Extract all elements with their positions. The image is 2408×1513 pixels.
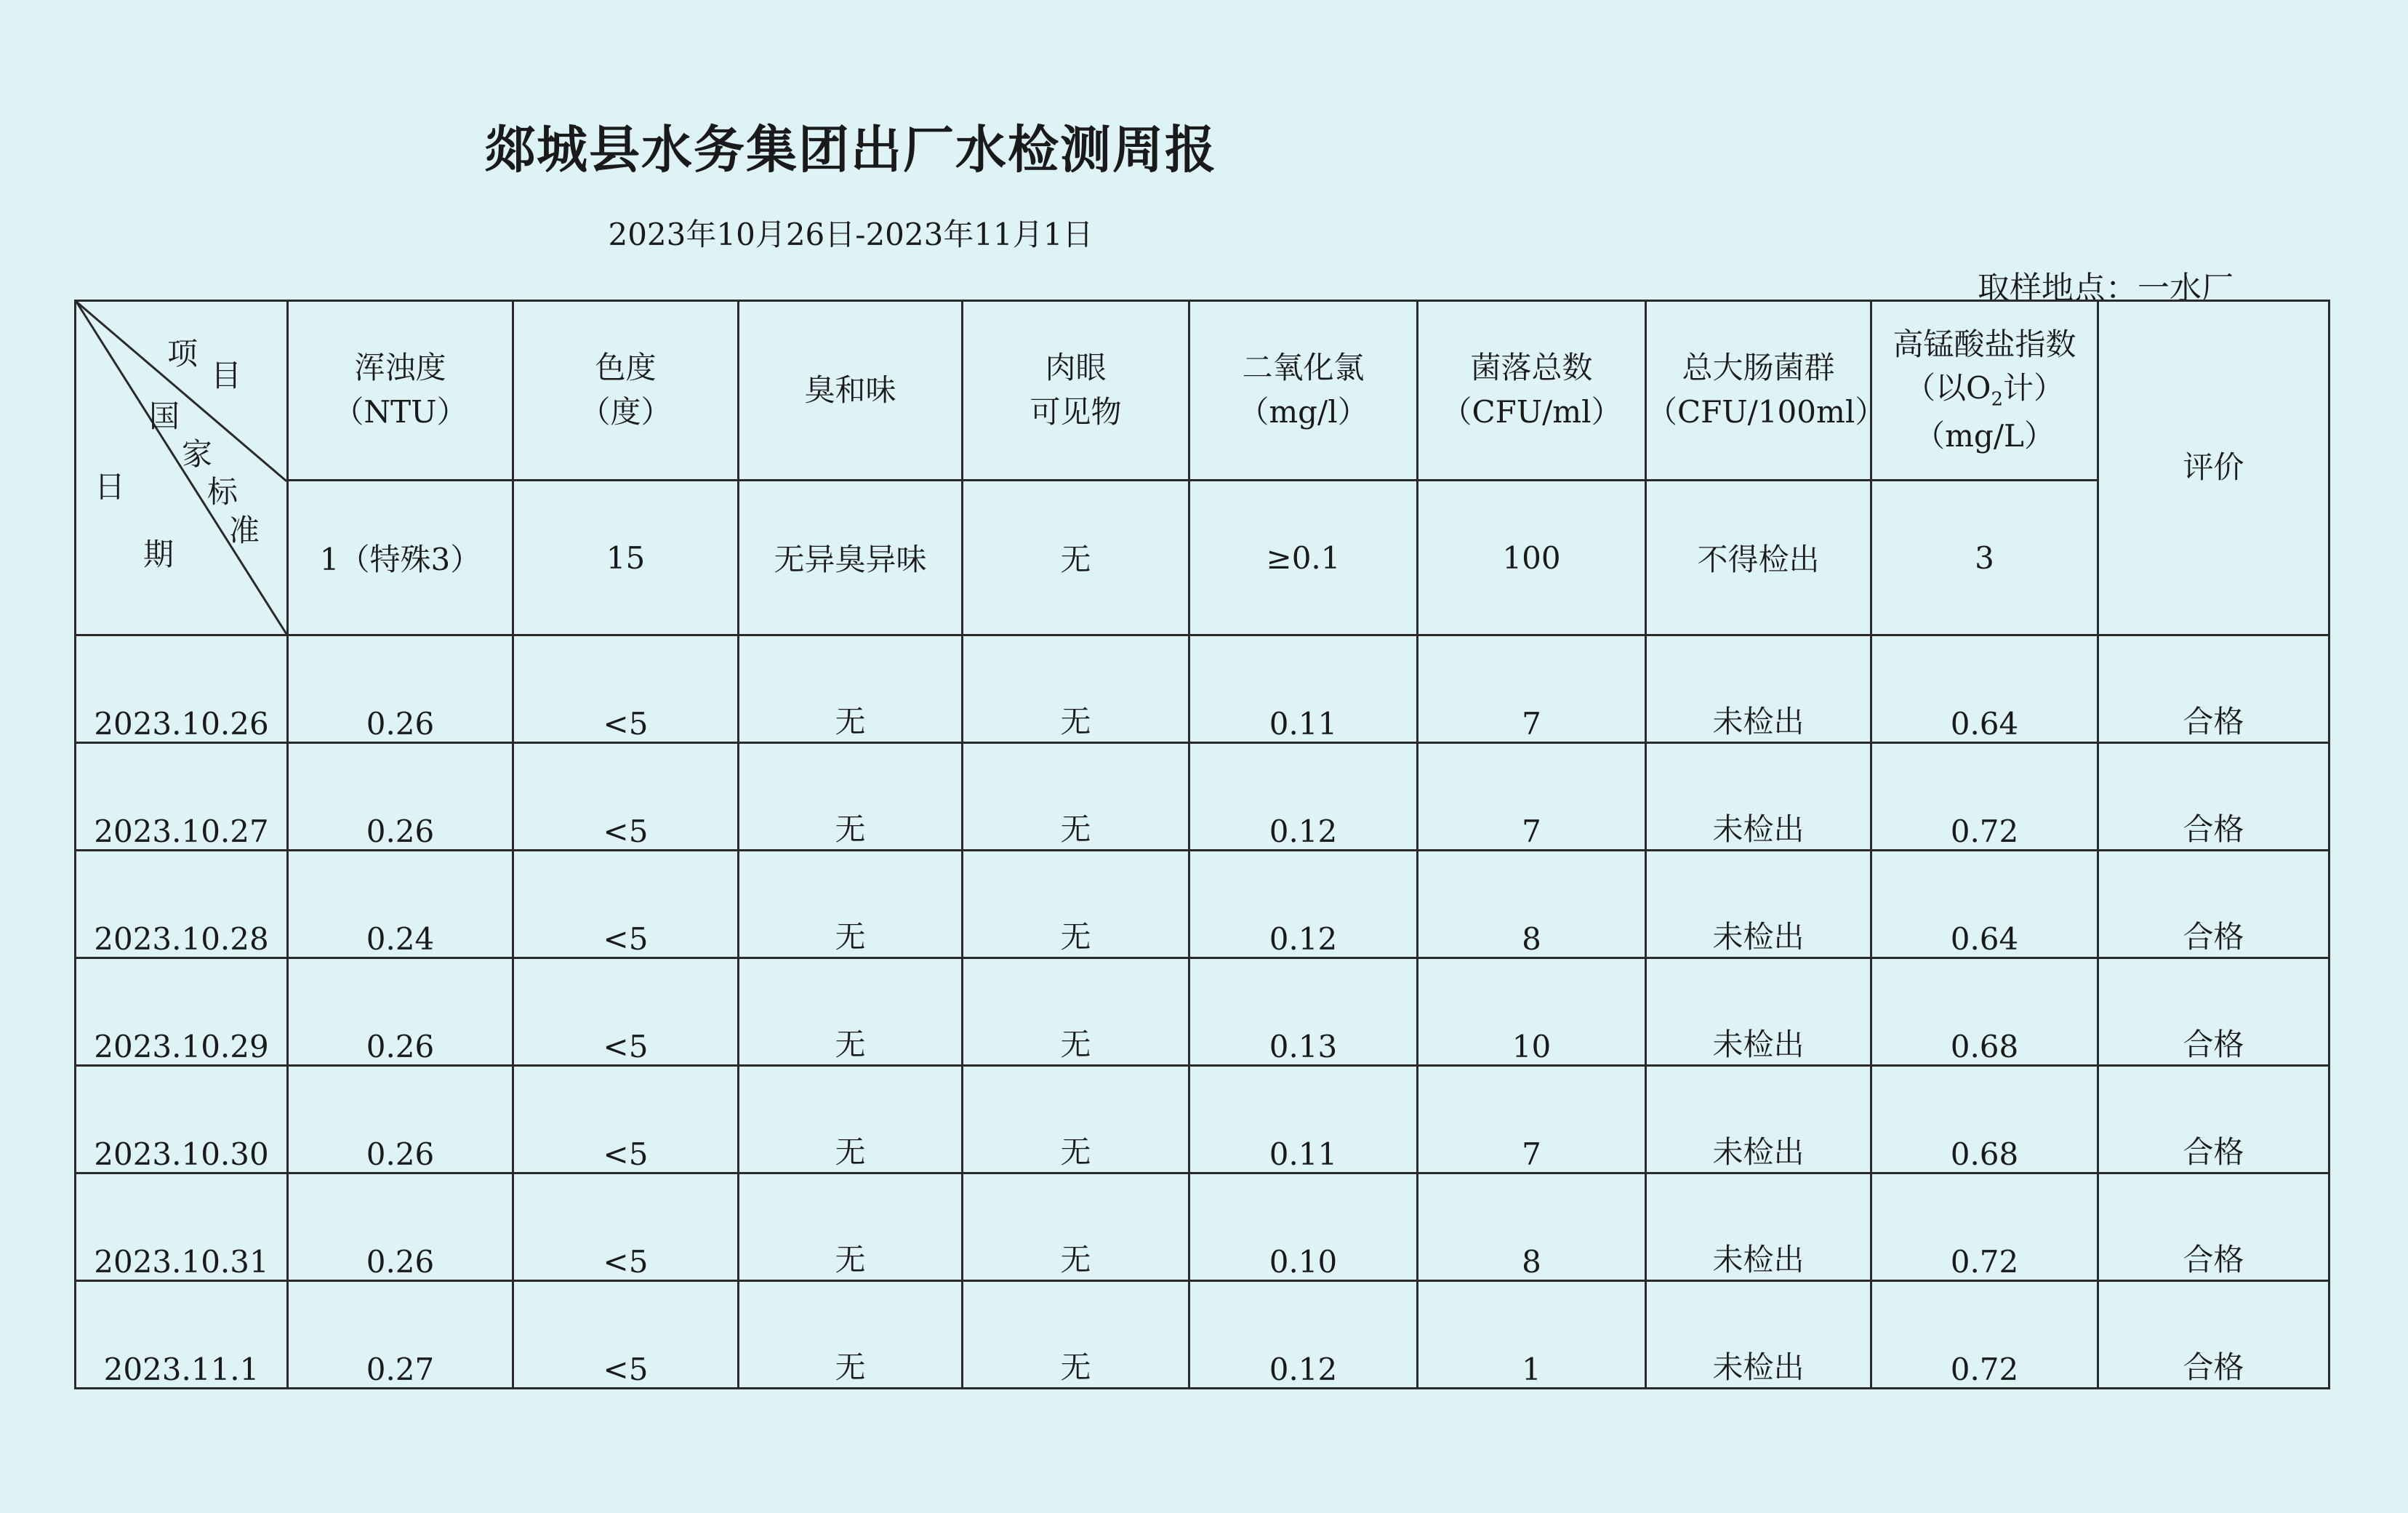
corner-std-char4: 准 xyxy=(229,513,260,548)
cell-turbidity: 0.24 xyxy=(288,851,513,958)
table-row xyxy=(76,1281,2329,1389)
col-header-visible: 肉眼 可见物 xyxy=(963,301,1189,481)
corner-item-char1: 项 xyxy=(167,336,198,372)
cell-coliform: 未检出 xyxy=(1646,1066,1871,1173)
cell-date: 2023.11.1 xyxy=(76,1281,288,1389)
cell-colony-count: 7 xyxy=(1418,1066,1646,1173)
header-corner-cell xyxy=(76,301,288,635)
cell-odor: 无 xyxy=(739,743,963,851)
cell-visible: 无 xyxy=(963,1281,1189,1389)
col-header-odor: 臭和味 xyxy=(739,301,963,481)
cell-color: <5 xyxy=(513,958,739,1066)
cell-date: 2023.10.26 xyxy=(76,635,288,743)
cell-date: 2023.10.28 xyxy=(76,851,288,958)
cell-evaluation: 合格 xyxy=(2098,1066,2329,1173)
corner-std-char3: 标 xyxy=(207,474,238,510)
standard-chlorine-dioxide: ≥0.1 xyxy=(1189,481,1418,635)
cell-color: <5 xyxy=(513,743,739,851)
corner-std-char2: 家 xyxy=(182,436,213,472)
cell-evaluation: 合格 xyxy=(2098,851,2329,958)
cell-visible: 无 xyxy=(963,851,1189,958)
cell-odor: 无 xyxy=(739,1281,963,1389)
cell-turbidity: 0.26 xyxy=(288,1173,513,1281)
corner-std-char1: 国 xyxy=(149,398,180,434)
cell-permanganate: 0.72 xyxy=(1871,743,2098,851)
standard-color: 15 xyxy=(513,481,739,635)
col-header-color: 色度 （度） xyxy=(513,301,739,481)
corner-item-char2: 目 xyxy=(211,358,242,393)
cell-evaluation: 合格 xyxy=(2098,1173,2329,1281)
col-header-turbidity: 浑浊度 （NTU） xyxy=(288,301,513,481)
col-header-chlorine-dioxide: 二氧化氯 （mg/l） xyxy=(1189,301,1418,481)
cell-date: 2023.10.30 xyxy=(76,1066,288,1173)
cell-turbidity: 0.27 xyxy=(288,1281,513,1389)
cell-evaluation: 合格 xyxy=(2098,958,2329,1066)
cell-visible: 无 xyxy=(963,1173,1189,1281)
cell-visible: 无 xyxy=(963,958,1189,1066)
cell-color: <5 xyxy=(513,1066,739,1173)
table-row xyxy=(76,635,2329,743)
cell-permanganate: 0.68 xyxy=(1871,958,2098,1066)
cell-coliform: 未检出 xyxy=(1646,635,1871,743)
cell-evaluation: 合格 xyxy=(2098,743,2329,851)
cell-permanganate: 0.68 xyxy=(1871,1066,2098,1173)
cell-permanganate: 0.72 xyxy=(1871,1281,2098,1389)
cell-color: <5 xyxy=(513,851,739,958)
cell-colony-count: 1 xyxy=(1418,1281,1646,1389)
cell-permanganate: 0.64 xyxy=(1871,635,2098,743)
corner-date-char2: 期 xyxy=(143,537,174,572)
standard-row xyxy=(76,481,2329,635)
cell-odor: 无 xyxy=(739,1173,963,1281)
water-quality-table xyxy=(74,300,2330,1389)
cell-permanganate: 0.64 xyxy=(1871,851,2098,958)
cell-visible: 无 xyxy=(963,743,1189,851)
cell-date: 2023.10.29 xyxy=(76,958,288,1066)
cell-turbidity: 0.26 xyxy=(288,743,513,851)
cell-color: <5 xyxy=(513,635,739,743)
cell-color: <5 xyxy=(513,1281,739,1389)
standard-turbidity: 1（特殊3） xyxy=(288,481,513,635)
col-header-permanganate: 高锰酸盐指数 （以$O_2$计） （mg/L） xyxy=(1871,301,2098,481)
sampling-site: 取样地点：一水厂 xyxy=(1978,270,2234,307)
cell-colony-count: 8 xyxy=(1418,851,1646,958)
table-row xyxy=(76,851,2329,958)
table-row xyxy=(76,1066,2329,1173)
cell-date: 2023.10.31 xyxy=(76,1173,288,1281)
cell-coliform: 未检出 xyxy=(1646,1173,1871,1281)
table-row xyxy=(76,1173,2329,1281)
standard-permanganate: 3 xyxy=(1871,481,2098,635)
cell-turbidity: 0.26 xyxy=(288,635,513,743)
cell-chlorine-dioxide: 0.12 xyxy=(1189,851,1418,958)
cell-colony-count: 7 xyxy=(1418,743,1646,851)
col-header-coliform: 总大肠菌群 （CFU/100ml） xyxy=(1646,301,1871,481)
cell-chlorine-dioxide: 0.11 xyxy=(1189,1066,1418,1173)
standard-coliform: 不得检出 xyxy=(1646,481,1871,635)
cell-odor: 无 xyxy=(739,958,963,1066)
cell-visible: 无 xyxy=(963,635,1189,743)
cell-evaluation: 合格 xyxy=(2098,1281,2329,1389)
cell-coliform: 未检出 xyxy=(1646,1281,1871,1389)
cell-turbidity: 0.26 xyxy=(288,958,513,1066)
cell-odor: 无 xyxy=(739,635,963,743)
col-header-evaluation: 评价 xyxy=(2098,301,2329,635)
cell-chlorine-dioxide: 0.12 xyxy=(1189,743,1418,851)
cell-color: <5 xyxy=(513,1173,739,1281)
report-title: 郯城县水务集团出厂水检测周报 xyxy=(484,119,1217,180)
cell-colony-count: 7 xyxy=(1418,635,1646,743)
cell-turbidity: 0.26 xyxy=(288,1066,513,1173)
corner-date-char1: 日 xyxy=(95,469,126,505)
standard-visible: 无 xyxy=(963,481,1189,635)
cell-odor: 无 xyxy=(739,851,963,958)
cell-odor: 无 xyxy=(739,1066,963,1173)
cell-date: 2023.10.27 xyxy=(76,743,288,851)
cell-visible: 无 xyxy=(963,1066,1189,1173)
cell-chlorine-dioxide: 0.13 xyxy=(1189,958,1418,1066)
date-range: 2023年10月26日-2023年11月1日 xyxy=(608,217,1093,252)
cell-permanganate: 0.72 xyxy=(1871,1173,2098,1281)
cell-colony-count: 8 xyxy=(1418,1173,1646,1281)
cell-coliform: 未检出 xyxy=(1646,743,1871,851)
standard-odor: 无异臭异味 xyxy=(739,481,963,635)
header-row xyxy=(76,301,2329,481)
cell-evaluation: 合格 xyxy=(2098,635,2329,743)
cell-coliform: 未检出 xyxy=(1646,958,1871,1066)
cell-colony-count: 10 xyxy=(1418,958,1646,1066)
cell-chlorine-dioxide: 0.11 xyxy=(1189,635,1418,743)
col-header-colony-count: 菌落总数 （CFU/ml） xyxy=(1418,301,1646,481)
standard-colony-count: 100 xyxy=(1418,481,1646,635)
cell-chlorine-dioxide: 0.12 xyxy=(1189,1281,1418,1389)
cell-coliform: 未检出 xyxy=(1646,851,1871,958)
table-row xyxy=(76,958,2329,1066)
table-row xyxy=(76,743,2329,851)
cell-chlorine-dioxide: 0.10 xyxy=(1189,1173,1418,1281)
